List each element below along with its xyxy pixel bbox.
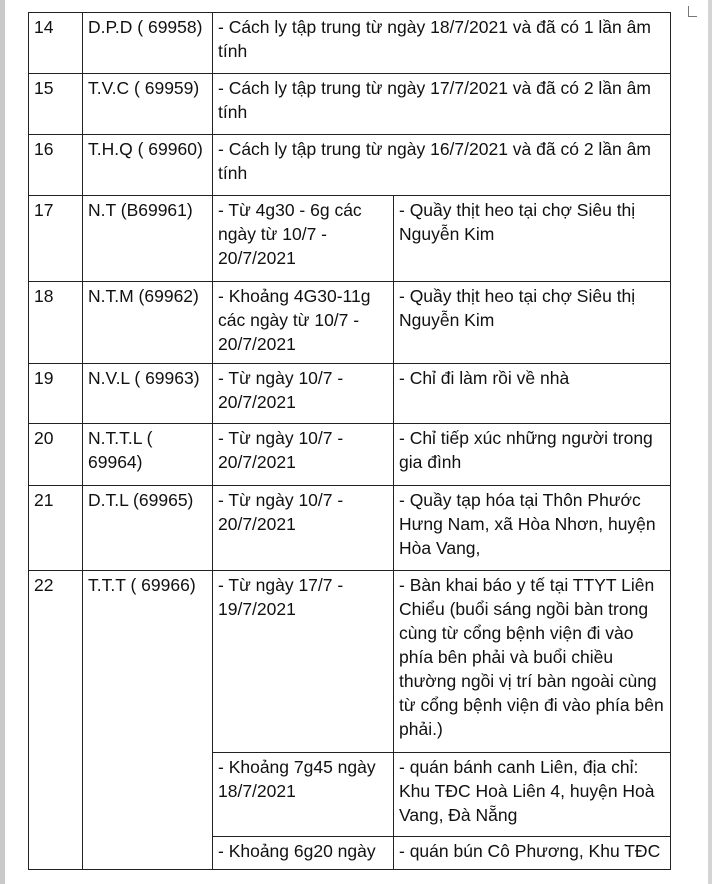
row-number: 15 (29, 74, 83, 135)
table-row (29, 424, 671, 486)
time-info: - Từ ngày 10/7 - 20/7/2021 (213, 424, 394, 486)
time-info: - Từ ngày 10/7 - 20/7/2021 (213, 486, 394, 571)
table-row (29, 13, 671, 74)
patient-code: N.T (B69961) (83, 196, 213, 282)
place-info: - quán bún Cô Phương, Khu TĐC (394, 837, 671, 870)
place-info: - Quầy thịt heo tại chợ Siêu thị Nguyễn Kim (394, 282, 671, 364)
page-left-edge (0, 0, 5, 884)
table-row (29, 74, 671, 135)
patient-code: T.V.C ( 69959) (83, 74, 213, 135)
place-info: - quán bánh canh Liên, địa chỉ: Khu TĐC Hoà Liên 4, huyện Hoà Vang, Đà Nẵng (394, 753, 671, 837)
row-number: 20 (29, 424, 83, 486)
row-number: 16 (29, 135, 83, 196)
place-info: - Chỉ tiếp xúc những người trong gia đình (394, 424, 671, 486)
time-info: - Khoảng 7g45 ngày 18/7/2021 (213, 753, 394, 837)
page-right-edge (708, 0, 712, 884)
table-row (29, 364, 671, 424)
place-info: - Quầy tạp hóa tại Thôn Phước Hưng Nam, xã Hòa Nhơn, huyện Hòa Vang, (394, 486, 671, 571)
patient-code: N.T.T.L ( 69964) (83, 424, 213, 486)
table-row (29, 571, 671, 753)
time-info: - Cách ly tập trung từ ngày 16/7/2021 và đã có 2 lần âm tính (213, 135, 671, 196)
row-number: 18 (29, 282, 83, 364)
contact-tracing-table (28, 12, 671, 870)
page-corner-mark (688, 6, 697, 17)
patient-code: D.P.D ( 69958) (83, 13, 213, 74)
table-row (29, 486, 671, 571)
place-info: - Quầy thịt heo tại chợ Siêu thị Nguyễn Kim (394, 196, 671, 282)
table-row (29, 135, 671, 196)
place-info: - Chỉ đi làm rồi về nhà (394, 364, 671, 424)
row-number: 17 (29, 196, 83, 282)
time-info: - Từ ngày 10/7 - 20/7/2021 (213, 364, 394, 424)
row-number: 19 (29, 364, 83, 424)
time-info: - Cách ly tập trung từ ngày 17/7/2021 và đã có 2 lần âm tính (213, 74, 671, 135)
patient-code: N.T.M (69962) (83, 282, 213, 364)
time-info: - Từ ngày 17/7 - 19/7/2021 (213, 571, 394, 753)
patient-code: T.H.Q ( 69960) (83, 135, 213, 196)
table-row (29, 196, 671, 282)
patient-code: D.T.L (69965) (83, 486, 213, 571)
table-row (29, 282, 671, 364)
row-number: 14 (29, 13, 83, 74)
time-info: - Khoảng 6g20 ngày (213, 837, 394, 870)
patient-code: N.V.L ( 69963) (83, 364, 213, 424)
time-info: - Cách ly tập trung từ ngày 18/7/2021 và đã có 1 lần âm tính (213, 13, 671, 74)
row-number: 22 (29, 571, 83, 870)
row-number: 21 (29, 486, 83, 571)
time-info: - Khoảng 4G30-11g các ngày từ 10/7 - 20/7/2021 (213, 282, 394, 364)
time-info: - Từ 4g30 - 6g các ngày từ 10/7 - 20/7/2021 (213, 196, 394, 282)
place-info: - Bàn khai báo y tế tại TTYT Liên Chiểu (buổi sáng ngồi bàn trong cùng từ cổng bệnh viện đi vào phía bên phải và buổi chiều thường ngồi vị trí bàn ngoài cùng từ cổng bệnh viện đi vào phía bên phải.) (394, 571, 671, 753)
patient-code: T.T.T ( 69966) (83, 571, 213, 870)
